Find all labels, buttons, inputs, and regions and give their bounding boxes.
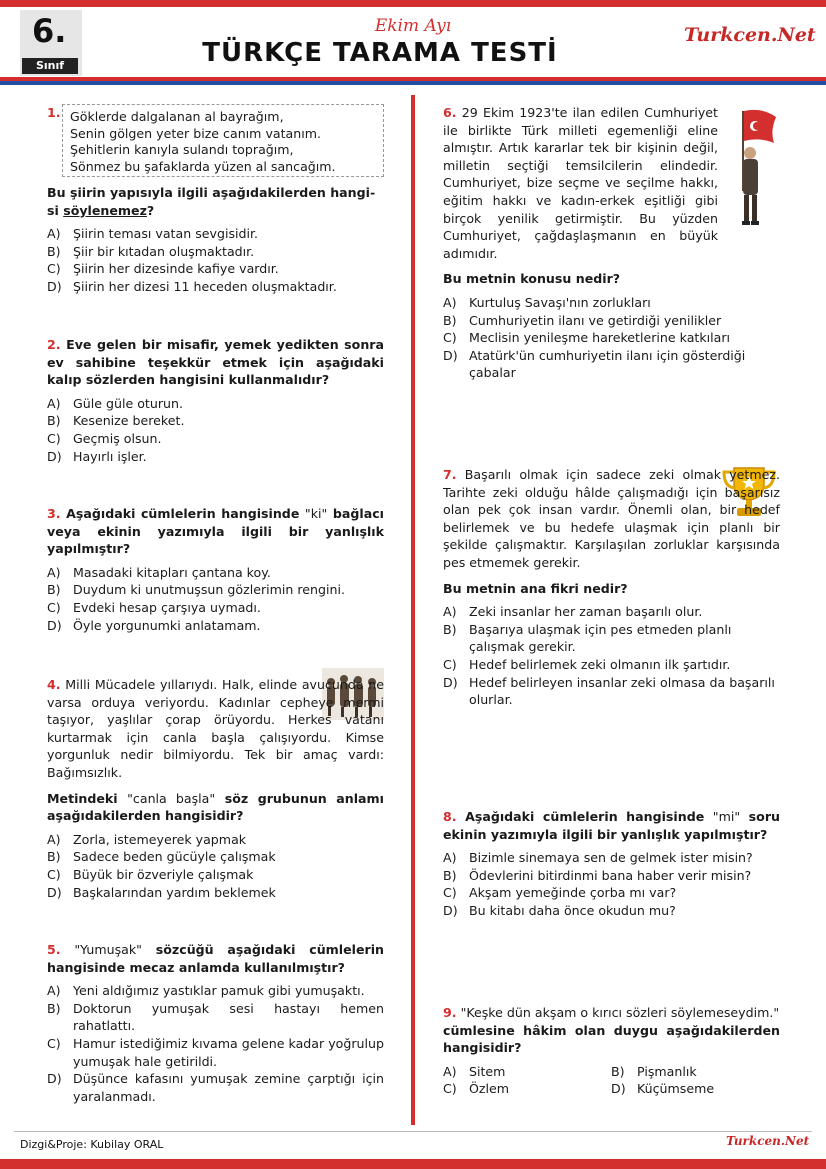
option-a[interactable]: A) Masadaki kitapları çantana koy. [47,564,271,580]
poem-line: Sönmez bu şafaklarda yüzen al sancağım. [70,158,336,174]
option-c[interactable]: C) Özlem [443,1081,510,1097]
option-c[interactable]: C) Evdeki hesap çarşıya uymadı. [47,599,261,615]
option-a[interactable]: A) Sitem [443,1063,506,1079]
option-c[interactable]: C) Geçmiş olsun. [47,430,162,446]
question-1 [47,184,384,296]
question-5-stem: 5. "Yumuşak" sözcüğü aşağıdaki cümlelerin hangisinde mecaz anlamda kullanılmıştır? [47,942,384,975]
option-d[interactable]: D) Hedef belirleyen insanlar zeki olmasa da başarılı olurlar. [443,674,775,708]
question-7 [443,466,780,709]
question-9-quote: 9. "Keşke dün akşam o kırıcı sözleri söylemeseydim." [443,1005,780,1020]
question-4-passage: 4. Milli Mücadele yıllarıydı. Halk, elinde avucunda ne varsa orduya veriyordu. Kadınlar cepheye mermi taşıyor, yaşlılar çorap örüyordu. Herkes vatanı kurtarmak için canla başla çalışıyordu. Kimse yorgunluk nedir bilmiyordu. Tek bir amaç vardı: Bağımsızlık. [47,677,384,780]
question-9-stem: cümlesine hâkim olan duygu aşağıdakilerden hangisidir? [443,1022,780,1056]
option-a[interactable]: A) Zorla, istemeyerek yapmak [47,831,247,847]
header-blue-rule [0,81,826,85]
option-b[interactable]: B) Başarıya ulaşmak için pes etmeden planlı çalışmak gerekir. [443,621,732,655]
option-d[interactable]: D) Atatürk'ün cumhuriyetin ilanı için gösterdiği çabalar [443,347,746,381]
question-7-options [443,603,780,709]
question-1-number: 1. [47,105,61,120]
option-c[interactable]: C) Meclisin yenileşme hareketlerine katkıları [443,330,731,346]
option-d[interactable]: D) Hayırlı işler. [47,448,147,464]
footer-rule [14,1131,812,1132]
option-a[interactable]: A) Bizimle sinemaya sen de gelmek ister misin? [443,850,753,866]
grade-label: Sınıf [22,58,78,74]
question-5 [47,941,384,1105]
option-c[interactable]: C) Şiirin her dizesinde kafiye vardır. [47,261,279,277]
option-b[interactable]: B) Kesenize bereket. [47,413,185,429]
question-9-options [443,1063,780,1098]
question-9 [443,1004,780,1098]
option-d[interactable]: D) Öyle yorgunumki anlatamam. [47,617,261,633]
option-b[interactable]: B) Duydum ki unutmuşsun gözlerimin rengini. [47,582,345,598]
option-d[interactable]: D) Şiirin her dizesi 11 heceden oluşmaktadır. [47,278,337,294]
option-d[interactable]: D) Küçümseme [611,1081,715,1097]
question-3-stem: 3. Aşağıdaki cümlelerin hangisinde "ki" bağlacı veya ekinin yazımıyla ilgili bir yanlışlık yapılmıştır? [47,506,384,557]
top-red-bar [0,0,826,7]
question-2 [47,336,384,465]
option-d[interactable]: D) Bu kitabı daha önce okudun mu? [443,902,676,918]
page-title: TÜRKÇE TARAMA TESTİ [202,38,558,68]
option-c[interactable]: C) Hedef belirlemek zeki olmanın ilk şartıdır. [443,656,731,672]
question-1-stem: Bu şiirin yapısıyla ilgili aşağıdakilerden hangi- si söylenemez? [47,185,376,218]
option-c[interactable]: C) Hamur istediğimiz kıvama gelene kadar yoğrulup yumuşak hale getirildi. [47,1035,384,1069]
option-a[interactable]: A) Kurtuluş Savaşı'nın zorlukları [443,294,651,310]
question-5-options [47,982,384,1105]
option-b[interactable]: B) Sadece beden gücüyle çalışmak [47,849,276,865]
question-7-passage: 7. Başarılı olmak için sadece zeki olmak yetmez. Tarihte zeki olduğu hâlde çalışmadığı için başarısız olan pek çok insan vardır. Önemli olan, bir hedef belirlemek ve bu hedefe ulaşmak için planlı bir şekilde çalışmaktır. Karşılaşılan zorluklar karşısında pes etmemek gerekir. [443,467,780,570]
option-b[interactable]: B) Şiir bir kıtadan oluşmaktadır. [47,243,255,259]
month-label: Ekim Ayı [374,16,452,36]
question-1-poem [62,104,384,177]
option-b[interactable]: B) Doktorun yumuşak sesi hastayı hemen rahatlattı. [47,1000,384,1034]
poem-line: Senin gölgen yeter bize canım vatanım. [70,125,322,141]
option-d[interactable]: D) Başkalarından yardım beklemek [47,884,276,900]
question-3 [47,505,384,634]
question-3-options [47,564,384,634]
option-a[interactable]: A) Yeni aldığımız yastıklar pamuk gibi yumuşaktı. [47,983,365,999]
question-4-options [47,831,384,901]
question-1-options [47,225,384,295]
question-8-stem: 8. Aşağıdaki cümlelerin hangisinde "mi" soru ekinin yazımıyla ilgili bir yanlışlık yapılmıştır? [443,809,780,842]
poem-line: Göklerde dalgalanan al bayrağım, [70,109,284,124]
option-a[interactable]: A) Güle güle oturun. [47,395,183,411]
option-c[interactable]: C) Büyük bir özveriyle çalışmak [47,866,254,882]
question-4 [47,676,384,901]
question-8-options [443,849,780,919]
option-a[interactable]: A) Zeki insanlar her zaman başarılı olur. [443,604,703,620]
question-6-options [443,294,780,382]
footer-credit: Dizgi&Proje: Kubilay ORAL [20,1138,164,1151]
question-2-stem: 2. Eve gelen bir misafir, yemek yedikten sonra ev sahibine teşekkür etmek için aşağıdaki kalıp sözlerden hangisini kullanmalıdır? [47,337,385,388]
question-7-stem: Bu metnin ana fikri nedir? [443,580,628,596]
option-a[interactable]: A) Şiirin teması vatan sevgisidir. [47,226,259,242]
question-8 [443,808,780,920]
option-b[interactable]: B) Ödevlerini bitirdinmi bana haber verir misin? [443,867,752,883]
option-d[interactable]: D) Düşünce kafasını yumuşak zemine çarptığı için yaralanmadı. [47,1071,384,1104]
option-b[interactable]: B) Cumhuriyetin ilanı ve getirdiği yenilikler [443,312,722,328]
question-2-options [47,395,384,465]
footer-logo: Turkcen.Net [726,1134,810,1148]
site-logo: Turkcen.Net [684,24,816,46]
question-6-passage: 6. 29 Ekim 1923'te ilan edilen Cumhuriyet ile birlikte Türk milleti egemenliği eline almıştır. Artık kararlar tek bir kişinin değil, milletin seçtiği temsilcilerin elindedir. Cumhuriyet, bize seçme ve seçilme hakkı, eğitim hakkı ve kadın-erkek eşitliği gibi birçok yenilik getirmiştir. Bu yüzden Cumhuriyet, çağdaşlaşmanın en büyük adımıdır. [443,105,718,261]
question-6 [443,104,780,382]
column-divider [411,95,415,1125]
question-6-stem: Bu metnin konusu nedir? [443,271,621,287]
bottom-red-bar [0,1159,826,1169]
question-4-stem: Metindeki "canla başla" söz grubunun anlamı aşağıdakilerden hangisidir? [47,790,384,824]
poem-line: Şehitlerin kanıyla sulandı toprağım, [70,142,294,157]
option-c[interactable]: C) Akşam yemeğinde çorba mı var? [443,885,677,901]
grade-number: 6. [32,12,67,50]
option-b[interactable]: B) Pişmanlık [611,1063,697,1079]
